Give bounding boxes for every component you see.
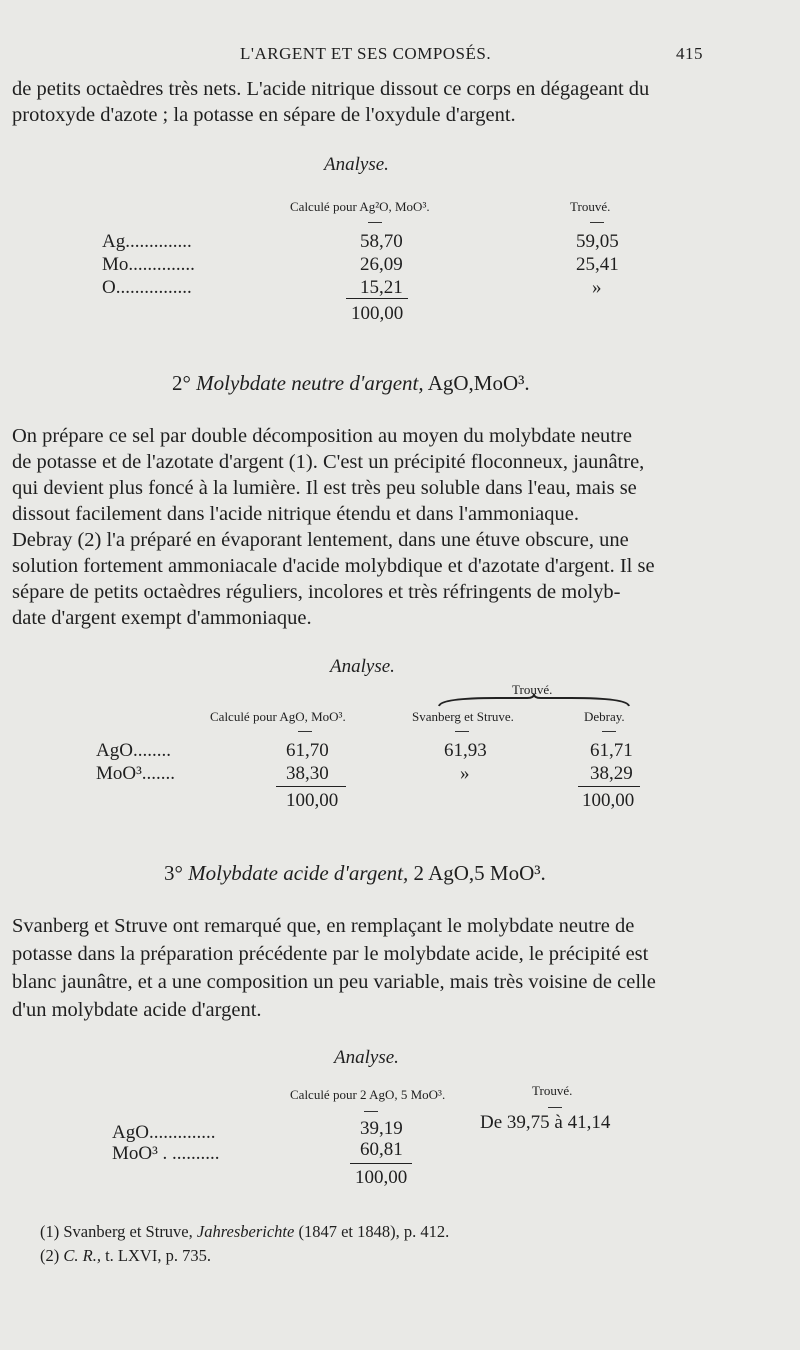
section-heading-2: 2° Molybdate neutre d'argent, AgO,MoO³. bbox=[172, 371, 530, 395]
brace-icon bbox=[437, 694, 631, 708]
dash bbox=[298, 731, 312, 732]
running-header: L'ARGENT ET SES COMPOSÉS. bbox=[240, 44, 492, 63]
value-calc: 60,81 bbox=[360, 1139, 403, 1160]
row-label: MoO³....... bbox=[96, 763, 176, 784]
value-calc: 26,09 bbox=[360, 254, 403, 275]
para-line: de potasse et de l'azotate d'argent (1). C'est un précipité floconneux, jaunâtre, bbox=[12, 451, 645, 473]
analysis-title: Analyse. bbox=[324, 154, 389, 175]
dash bbox=[364, 1111, 378, 1112]
value-calc: 58,70 bbox=[360, 231, 403, 252]
row-label: MoO³ . .......... bbox=[112, 1143, 220, 1164]
total-calc: 100,00 bbox=[286, 790, 339, 811]
intro-line-2: protoxyde d'azote ; la potasse en sépare de l'oxydule d'argent. bbox=[12, 104, 516, 126]
column-header-calcule: Calculé pour 2 AgO, 5 MoO³. bbox=[290, 1087, 446, 1102]
sum-rule bbox=[578, 786, 640, 787]
column-header-trouve: Trouvé. bbox=[532, 1083, 573, 1098]
total-debray: 100,00 bbox=[582, 790, 635, 811]
dash bbox=[602, 731, 616, 732]
value-calc: 39,19 bbox=[360, 1118, 403, 1139]
total: 100,00 bbox=[355, 1167, 408, 1188]
value-debray: 38,29 bbox=[590, 763, 633, 784]
para-line: qui devient plus foncé à la lumière. Il est très peu soluble dans l'eau, mais se bbox=[12, 477, 637, 499]
column-header-debray: Debray. bbox=[584, 709, 625, 724]
total: 100,00 bbox=[351, 303, 404, 324]
analysis-title: Analyse. bbox=[334, 1047, 399, 1068]
found-range: De 39,75 à 41,14 bbox=[480, 1112, 611, 1133]
value-debray: 61,71 bbox=[590, 740, 633, 761]
column-header-svanberg: Svanberg et Struve. bbox=[412, 709, 514, 724]
para-line: blanc jaunâtre, et a une composition un peu variable, mais très voisine de celle bbox=[12, 971, 656, 993]
para-line: Debray (2) l'a préparé en évaporant lentement, dans une étuve obscure, une bbox=[12, 529, 629, 551]
column-header-calcule: Calculé pour AgO, MoO³. bbox=[210, 709, 346, 724]
para-line: date d'argent exempt d'ammoniaque. bbox=[12, 607, 312, 629]
para-line: solution fortement ammoniacale d'acide molybdique et d'azotate d'argent. Il se bbox=[12, 555, 655, 577]
sum-rule bbox=[350, 1163, 412, 1164]
para-line: sépare de petits octaèdres réguliers, incolores et très réfringents de molyb- bbox=[12, 581, 621, 603]
value-calc: 15,21 bbox=[360, 277, 403, 298]
analysis-title: Analyse. bbox=[330, 656, 395, 677]
footnote-2: (2) C. R., t. LXVI, p. 735. bbox=[40, 1246, 211, 1265]
value-found: » bbox=[592, 277, 602, 298]
value-calc: 38,30 bbox=[286, 763, 329, 784]
value-svanberg: 61,93 bbox=[444, 740, 487, 761]
page-number: 415 bbox=[676, 44, 703, 63]
dash bbox=[455, 731, 469, 732]
para-line: potasse dans la préparation précédente par le molybdate acide, le précipité est bbox=[12, 943, 649, 965]
intro-line-1: de petits octaèdres très nets. L'acide nitrique dissout ce corps en dégageant du bbox=[12, 78, 650, 100]
para-line: On prépare ce sel par double décomposition au moyen du molybdate neutre bbox=[12, 425, 632, 447]
para-line: Svanberg et Struve ont remarqué que, en remplaçant le molybdate neutre de bbox=[12, 915, 635, 937]
dash bbox=[590, 222, 604, 223]
column-header-trouve: Trouvé. bbox=[512, 682, 553, 697]
row-label: Mo.............. bbox=[102, 254, 195, 275]
footnote-1: (1) Svanberg et Struve, Jahresberichte (1847 et 1848), p. 412. bbox=[40, 1222, 450, 1241]
column-header-calcule: Calculé pour Ag²O, MoO³. bbox=[290, 199, 430, 214]
value-found: 59,05 bbox=[576, 231, 619, 252]
section-heading-3: 3° Molybdate acide d'argent, 2 AgO,5 MoO³. bbox=[164, 861, 546, 885]
value-calc: 61,70 bbox=[286, 740, 329, 761]
row-label: O................ bbox=[102, 277, 192, 298]
value-svanberg: » bbox=[460, 763, 470, 784]
para-line: d'un molybdate acide d'argent. bbox=[12, 999, 262, 1021]
row-label: AgO.............. bbox=[112, 1122, 216, 1143]
dash bbox=[368, 222, 382, 223]
row-label: Ag.............. bbox=[102, 231, 192, 252]
row-label: AgO........ bbox=[96, 740, 171, 761]
dash bbox=[548, 1107, 562, 1108]
value-found: 25,41 bbox=[576, 254, 619, 275]
sum-rule bbox=[276, 786, 346, 787]
column-header-trouve: Trouvé. bbox=[570, 199, 611, 214]
para-line: dissout facilement dans l'acide nitrique étendu et dans l'ammoniaque. bbox=[12, 503, 579, 525]
sum-rule bbox=[346, 298, 408, 299]
